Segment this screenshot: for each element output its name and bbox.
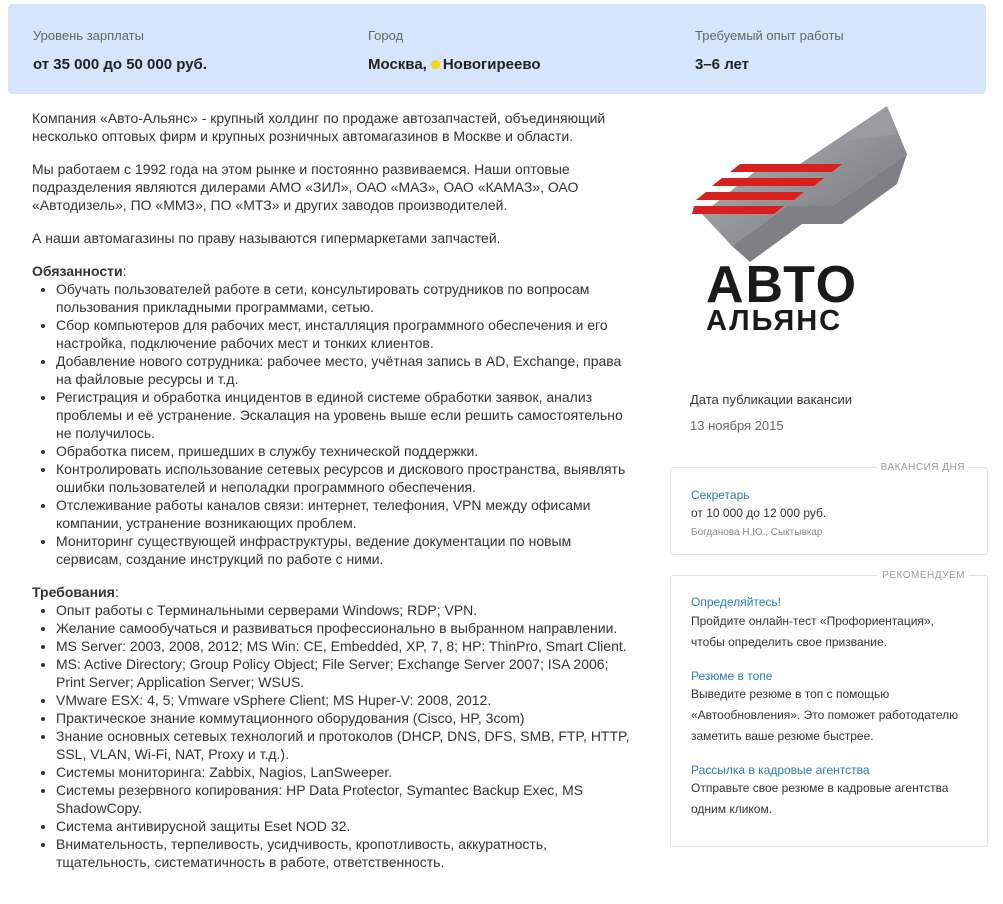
widget-title: ВАКАНСИЯ ДНЯ xyxy=(877,462,969,473)
salary-value: от 35 000 до 50 000 руб. xyxy=(33,56,207,73)
description-paragraph: А наши автомагазины по праву называются гипермаркетами запчастей. xyxy=(32,230,501,246)
list-item: • Обучать пользователей работе в сети, консультировать сотрудников по вопросам пользования прикладными программами, сетью. xyxy=(56,280,640,316)
requirements-list xyxy=(32,601,640,871)
list-item: • Регистрация и обработка инцидентов в единой системе обработки заявок, анализ проблемы и её устранение. Эскалация на уровень выше если решить самостоятельно не получилось. xyxy=(56,388,640,442)
list-item: • Системы резервного копирования: HP Data Protector, Symantec Backup Exec, MS ShadowCopy. xyxy=(56,781,640,817)
vacancy-description xyxy=(32,109,640,886)
list-item: • Практическое знание коммутационного оборудования (Cisco, HP, 3com) xyxy=(56,709,640,727)
recommend-link-agencies[interactable]: Рассылка в кадровые агентства xyxy=(691,763,870,777)
list-item: • Отслеживание работы каналов связи: интернет, телефония, VPN между офисами компании, устранение возникающих проблем. xyxy=(56,496,640,532)
recommend-text: чтобы определить свое призвание. xyxy=(691,635,887,649)
experience-value: 3–6 лет xyxy=(695,56,750,73)
recommend-widget xyxy=(670,570,988,847)
recommend-text: «Автообновления». Это поможет работодателю xyxy=(691,708,959,722)
list-item: • Контролировать использование сетевых ресурсов и дискового пространства, выявлять ошибки пользователей и неполадки программного обеспечения. xyxy=(56,460,640,496)
vacancy-info-bar xyxy=(8,4,986,94)
publication-date: 13 ноября 2015 xyxy=(690,418,784,433)
company-logo xyxy=(692,106,918,336)
description-paragraph: Компания «Авто-Альянс» - крупный холдинг по продаже автозапчастей, объединяющий несколько оптовых фирм и крупных розничных автомагазинов в Москве и области. xyxy=(32,110,606,144)
recommend-link-career-test[interactable]: Определяйтесь! xyxy=(691,595,782,609)
logo-stripe xyxy=(712,178,824,186)
city-name: Москва, xyxy=(368,56,427,73)
recommend-link-resume-top[interactable]: Резюме в топе xyxy=(691,669,773,683)
widget-title: РЕКОМЕНДУЕМ xyxy=(878,570,969,581)
list-item: • Обработка писем, пришедших в службу технической поддержки. xyxy=(56,442,640,460)
recommend-text: Пройдите онлайн-тест «Профориентация», xyxy=(691,614,934,628)
list-item: • MS Server: 2003, 2008, 2012; MS Win: CE, Embedded, XP, 7, 8; HP: ThinPro, Smart Client. xyxy=(56,637,640,655)
logo-stripe xyxy=(692,206,784,214)
logo-stripe xyxy=(696,192,804,200)
list-item: • Система антивирусной защиты Eset NOD 32. xyxy=(56,817,640,835)
logo-stripe xyxy=(730,164,842,172)
list-item: • VMware ESX: 4, 5; Vmware vSphere Client; MS Huper-V: 2008, 2012. xyxy=(56,691,640,709)
logo-text-line2: АЛЬЯНС xyxy=(706,305,843,336)
logo-text-line1: АВТО xyxy=(706,256,859,314)
recommend-text: заметить ваше резюме быстрее. xyxy=(691,729,874,743)
recommend-text: Отправьте свое резюме в кадровые агентства xyxy=(691,781,949,795)
vacancy-of-day-salary: от 10 000 до 12 000 руб. xyxy=(691,506,827,520)
city-label: Город xyxy=(368,28,404,43)
list-item: • Знание основных сетевых технологий и протоколов (DHCP, DNS, DFS, SMB, FTP, HTTP, SSL, VLAN, Wi-Fi, NAT, Proxy и т.д.). xyxy=(56,727,640,763)
recommend-text: одним кликом. xyxy=(691,802,773,816)
duties-list xyxy=(32,280,640,568)
city-value xyxy=(368,56,541,73)
duties-heading: Обязанности: xyxy=(32,263,127,279)
list-item: • Сбор компьютеров для рабочих мест, инсталляция программного обеспечения и его настройка, подключение рабочих мест и тонких клиентов. xyxy=(56,316,640,352)
list-item: • Мониторинг существующей инфраструктуры, ведение документации по новым сервисам, создание инструкций по работе с ними. xyxy=(56,532,640,568)
requirements-heading: Требования: xyxy=(32,584,119,600)
list-item: • MS: Active Directory; Group Policy Object; File Server; Exchange Server 2007; ISA 2006; Print Server; Application Server; WSUS. xyxy=(56,655,640,691)
experience-label: Требуемый опыт работы xyxy=(695,28,844,43)
publication-label: Дата публикации вакансии xyxy=(690,392,852,407)
vacancy-of-day-company: Богданова Н.Ю., Сыктывкар xyxy=(691,527,823,538)
salary-label: Уровень зарплаты xyxy=(33,28,144,43)
list-item: • Системы мониторинга: Zabbix, Nagios, LanSweeper. xyxy=(56,763,640,781)
list-item: • Добавление нового сотрудника: рабочее место, учётная запись в AD, Exchange, права на файловые ресурсы и т.д. xyxy=(56,352,640,388)
list-item: • Внимательность, терпеливость, усидчивость, кропотливость, аккуратность, тщательность, систематичность в работе, ответственность. xyxy=(56,835,640,871)
list-item: • Желание самообучаться и развиваться профессионально в выбранном направлении. xyxy=(56,619,640,637)
list-item: • Опыт работы с Терминальными серверами Windows; RDP; VPN. xyxy=(56,601,640,619)
recommend-text: Выведите резюме в топ с помощью xyxy=(691,687,890,701)
vacancy-of-day-link[interactable]: Секретарь xyxy=(691,488,750,502)
metro-station[interactable]: Новогиреево xyxy=(442,56,541,73)
description-paragraph: Мы работаем с 1992 года на этом рынке и постоянно развиваемся. Наши оптовые подразделения являются дилерами АМО «ЗИЛ», ОАО «МАЗ», ОАО «КАМАЗ», ОАО «Автодизель», ПО «ММЗ», ПО «МТЗ» и других заводов производителей. xyxy=(32,161,579,213)
vacancy-of-day-widget xyxy=(670,462,988,555)
metro-line-icon xyxy=(431,60,440,69)
